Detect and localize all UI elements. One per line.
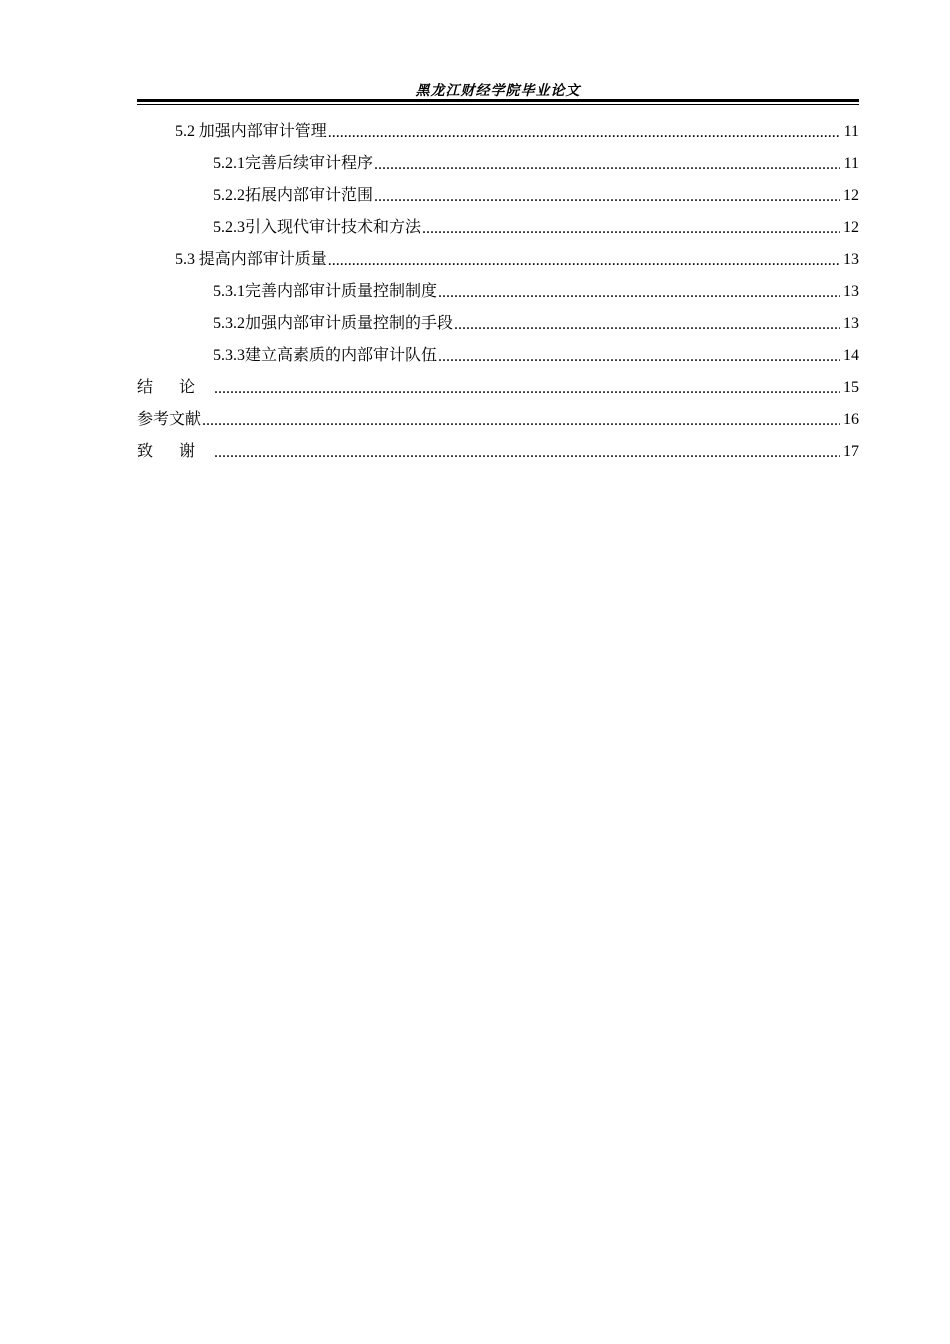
- toc-page-number: 16: [843, 411, 859, 428]
- table-of-contents: [137, 116, 859, 468]
- toc-title: 加强内部审计管理: [198, 123, 327, 140]
- toc-entry-5-2-2[interactable]: [137, 180, 859, 212]
- toc-leader: [454, 309, 840, 341]
- toc-number: 5.3: [175, 251, 195, 268]
- toc-entry-5-3-3[interactable]: [137, 340, 859, 372]
- toc-leader: [214, 373, 840, 405]
- toc-page-number: 15: [843, 379, 859, 396]
- toc-leader: [438, 341, 840, 373]
- toc-number: 5.2.3: [213, 219, 245, 236]
- toc-page-number: 14: [843, 347, 859, 364]
- toc-entry-5-3-1[interactable]: [137, 276, 859, 308]
- toc-number: 5.3.1: [213, 283, 245, 300]
- toc-title: 拓展内部审计范围: [245, 187, 374, 204]
- toc-page-number: 17: [843, 443, 859, 460]
- toc-entry-acknowledgements[interactable]: [137, 436, 859, 468]
- toc-entry-5-3[interactable]: [137, 244, 859, 276]
- toc-leader: [214, 437, 840, 469]
- toc-title: 结论: [137, 379, 222, 396]
- toc-page-number: 13: [843, 251, 859, 268]
- toc-leader: [438, 277, 840, 309]
- toc-title: 参考文献: [137, 411, 202, 428]
- toc-page-number: 12: [843, 187, 859, 204]
- toc-entry-5-2-1[interactable]: [137, 148, 859, 180]
- toc-number: 5.3.2: [213, 315, 245, 332]
- toc-title: 加强内部审计质量控制的手段: [245, 315, 454, 332]
- header-rule-thick: [137, 99, 859, 102]
- toc-leader: [374, 149, 840, 181]
- toc-title: 建立高素质的内部审计队伍: [245, 347, 438, 364]
- toc-number: 5.2: [175, 123, 195, 140]
- toc-title: 致谢: [137, 443, 222, 460]
- toc-leader: [422, 213, 840, 245]
- toc-number: 5.2.2: [213, 187, 245, 204]
- toc-page-number: 13: [843, 315, 859, 332]
- toc-title: 提高内部审计质量: [198, 251, 327, 268]
- toc-page-number: 11: [843, 155, 859, 172]
- toc-entry-conclusion[interactable]: [137, 372, 859, 404]
- running-header: 黑龙江财经学院毕业论文: [415, 84, 581, 99]
- toc-entry-5-2[interactable]: [137, 116, 859, 148]
- toc-title: 完善后续审计程序: [245, 155, 374, 172]
- toc-page-number: 13: [843, 283, 859, 300]
- toc-page-number: 12: [843, 219, 859, 236]
- toc-leader: [328, 245, 840, 277]
- toc-leader: [202, 405, 840, 437]
- toc-number: 5.3.3: [213, 347, 245, 364]
- toc-entry-5-2-3[interactable]: [137, 212, 859, 244]
- toc-title: 完善内部审计质量控制制度: [245, 283, 438, 300]
- toc-page-number: 11: [843, 123, 859, 140]
- header-rule-thin: [137, 104, 859, 105]
- toc-leader: [374, 181, 840, 213]
- toc-entry-references[interactable]: [137, 404, 859, 436]
- toc-entry-5-3-2[interactable]: [137, 308, 859, 340]
- toc-leader: [328, 117, 840, 149]
- toc-number: 5.2.1: [213, 155, 245, 172]
- toc-title: 引入现代审计技术和方法: [245, 219, 422, 236]
